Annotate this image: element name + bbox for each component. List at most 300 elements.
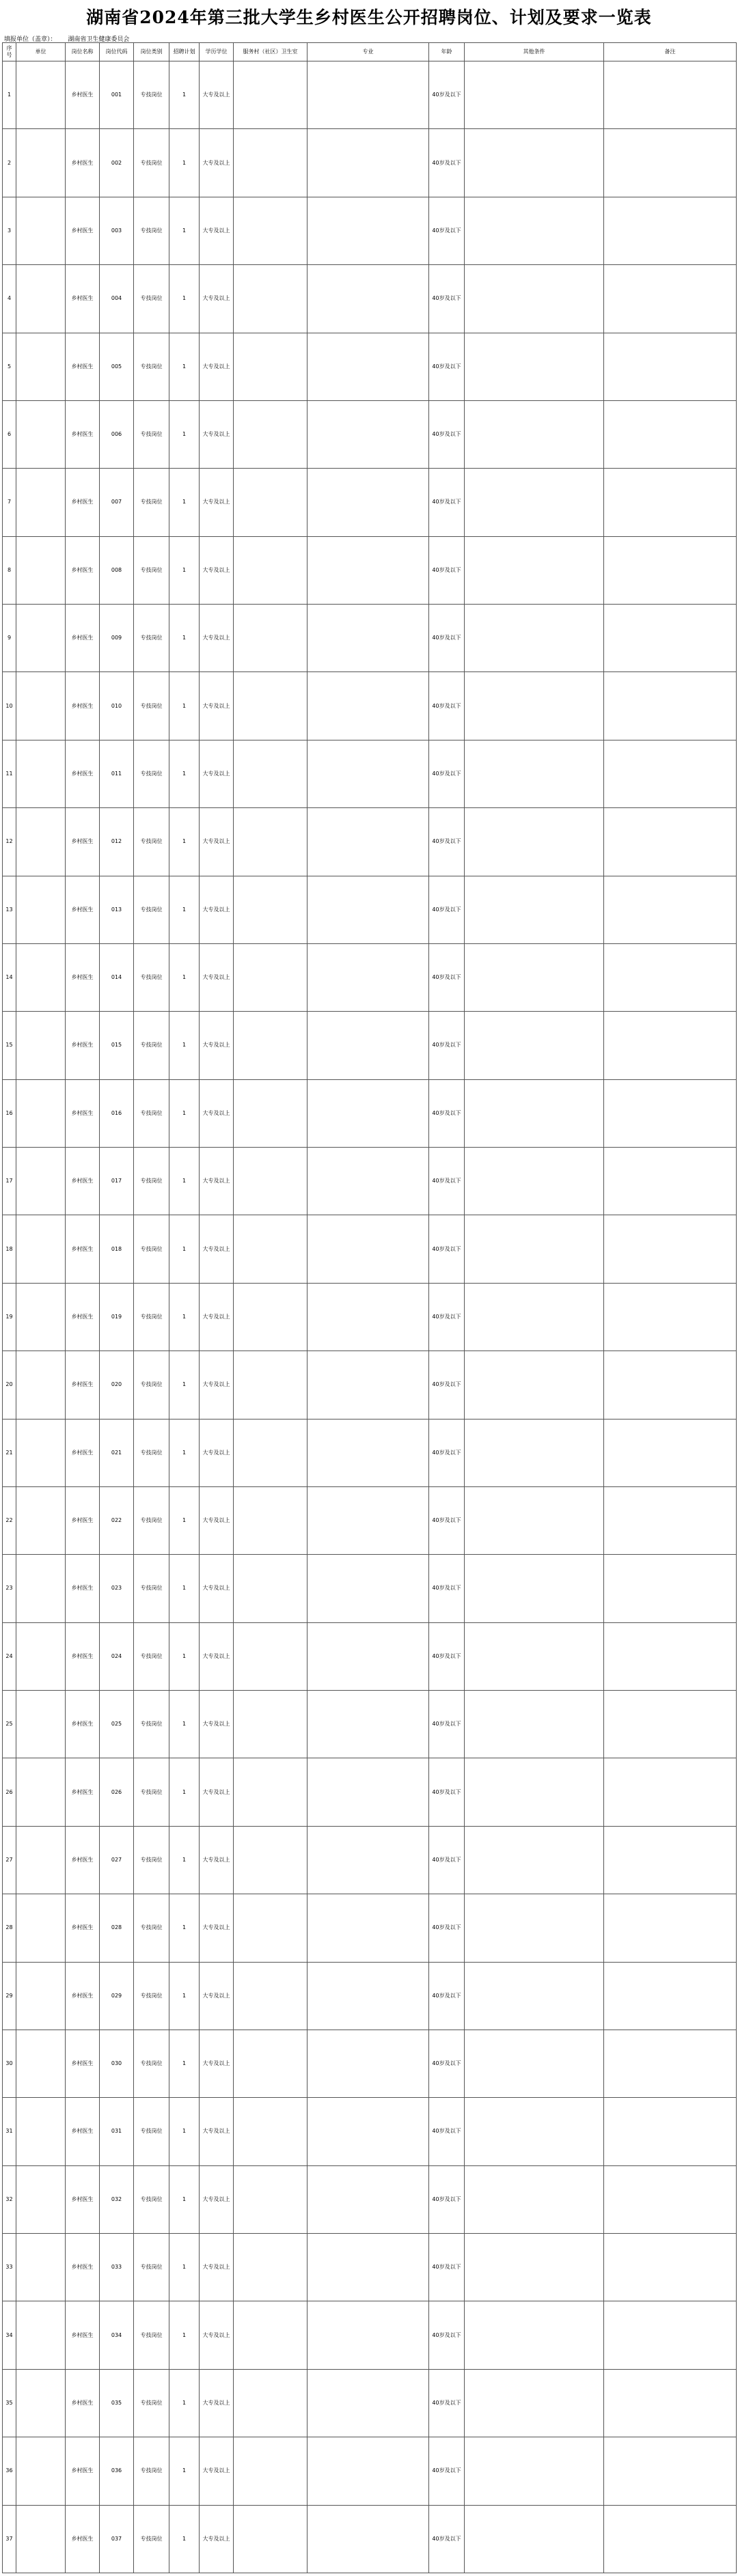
table-header-row	[3, 43, 737, 61]
cell-unit	[16, 333, 66, 400]
cell-unit	[16, 129, 66, 197]
cell-conditions	[465, 400, 604, 468]
cell-station	[234, 129, 308, 197]
cell-unit	[16, 1351, 66, 1419]
cell-education: 大专及以上	[200, 469, 234, 536]
cell-plan: 1	[169, 265, 200, 333]
cell-remarks	[604, 2165, 737, 2233]
cell-unit	[16, 2369, 66, 2437]
cell-seq: 19	[3, 1283, 16, 1351]
cell-post: 乡村医生	[66, 2030, 100, 2097]
cell-seq: 35	[3, 2369, 16, 2437]
cell-station	[234, 2098, 308, 2165]
cell-category: 专技岗位	[134, 1283, 169, 1351]
cell-category: 专技岗位	[134, 1691, 169, 1758]
cell-unit	[16, 536, 66, 604]
cell-code: 037	[100, 2505, 134, 2573]
cell-conditions	[465, 2098, 604, 2165]
cell-remarks	[604, 605, 737, 672]
cell-code: 015	[100, 1012, 134, 1079]
cell-age: 40岁及以下	[429, 672, 465, 740]
cell-category: 专技岗位	[134, 1419, 169, 1486]
cell-conditions	[465, 1826, 604, 1894]
cell-unit	[16, 1012, 66, 1079]
cell-plan: 1	[169, 333, 200, 400]
cell-code: 014	[100, 943, 134, 1011]
cell-unit	[16, 469, 66, 536]
cell-conditions	[465, 2437, 604, 2505]
cell-age: 40岁及以下	[429, 1555, 465, 1622]
cell-plan: 1	[169, 672, 200, 740]
cell-remarks	[604, 740, 737, 807]
cell-education: 大专及以上	[200, 1351, 234, 1419]
table-row	[3, 2165, 737, 2233]
cell-education: 大专及以上	[200, 2369, 234, 2437]
table-row	[3, 605, 737, 672]
cell-education: 大专及以上	[200, 1215, 234, 1283]
cell-remarks	[604, 1419, 737, 1486]
cell-conditions	[465, 1486, 604, 1554]
table-row	[3, 197, 737, 264]
cell-conditions	[465, 943, 604, 1011]
cell-category: 专技岗位	[134, 876, 169, 943]
cell-remarks	[604, 265, 737, 333]
cell-plan: 1	[169, 876, 200, 943]
cell-conditions	[465, 333, 604, 400]
cell-education: 大专及以上	[200, 1622, 234, 1690]
cell-education: 大专及以上	[200, 1283, 234, 1351]
table-row	[3, 2234, 737, 2301]
cell-conditions	[465, 2165, 604, 2233]
cell-education: 大专及以上	[200, 2505, 234, 2573]
cell-code: 028	[100, 1894, 134, 1962]
cell-post: 乡村医生	[66, 1486, 100, 1554]
cell-code: 001	[100, 61, 134, 129]
cell-age: 40岁及以下	[429, 740, 465, 807]
cell-education: 大专及以上	[200, 129, 234, 197]
table-row	[3, 2030, 737, 2097]
cell-post: 乡村医生	[66, 2234, 100, 2301]
cell-remarks	[604, 197, 737, 264]
cell-age: 40岁及以下	[429, 333, 465, 400]
cell-education: 大专及以上	[200, 740, 234, 807]
cell-code: 010	[100, 672, 134, 740]
cell-conditions	[465, 876, 604, 943]
cell-age: 40岁及以下	[429, 605, 465, 672]
cell-unit	[16, 1826, 66, 1894]
cell-category: 专技岗位	[134, 1826, 169, 1894]
cell-remarks	[604, 1962, 737, 2030]
cell-post: 乡村医生	[66, 740, 100, 807]
cell-plan: 1	[169, 1758, 200, 1826]
cell-age: 40岁及以下	[429, 1079, 465, 1147]
cell-major	[308, 1622, 429, 1690]
cell-post: 乡村医生	[66, 1351, 100, 1419]
cell-code: 019	[100, 1283, 134, 1351]
cell-seq: 11	[3, 740, 16, 807]
cell-station	[234, 1622, 308, 1690]
cell-education: 大专及以上	[200, 197, 234, 264]
cell-code: 009	[100, 605, 134, 672]
cell-major	[308, 333, 429, 400]
cell-age: 40岁及以下	[429, 1486, 465, 1554]
cell-plan: 1	[169, 1079, 200, 1147]
cell-code: 034	[100, 2301, 134, 2369]
cell-conditions	[465, 1758, 604, 1826]
cell-seq: 1	[3, 61, 16, 129]
cell-education: 大专及以上	[200, 536, 234, 604]
cell-seq: 21	[3, 1419, 16, 1486]
cell-station	[234, 1079, 308, 1147]
cell-unit	[16, 1215, 66, 1283]
cell-plan: 1	[169, 1012, 200, 1079]
cell-conditions	[465, 2301, 604, 2369]
table-row	[3, 333, 737, 400]
cell-remarks	[604, 129, 737, 197]
cell-unit	[16, 61, 66, 129]
cell-remarks	[604, 2437, 737, 2505]
cell-station	[234, 2505, 308, 2573]
cell-unit	[16, 2098, 66, 2165]
table-row	[3, 1962, 737, 2030]
cell-plan: 1	[169, 1486, 200, 1554]
cell-major	[308, 2030, 429, 2097]
cell-conditions	[465, 2030, 604, 2097]
cell-seq: 33	[3, 2234, 16, 2301]
cell-plan: 1	[169, 1351, 200, 1419]
cell-age: 40岁及以下	[429, 808, 465, 876]
cell-age: 40岁及以下	[429, 2165, 465, 2233]
cell-conditions	[465, 1215, 604, 1283]
col-header: 岗位代码	[100, 43, 134, 61]
table-row	[3, 1419, 737, 1486]
cell-major	[308, 2301, 429, 2369]
cell-conditions	[465, 1148, 604, 1215]
cell-station	[234, 1758, 308, 1826]
cell-conditions	[465, 672, 604, 740]
cell-station	[234, 1419, 308, 1486]
cell-post: 乡村医生	[66, 2301, 100, 2369]
cell-seq: 8	[3, 536, 16, 604]
cell-remarks	[604, 1894, 737, 1962]
cell-conditions	[465, 1555, 604, 1622]
cell-plan: 1	[169, 1283, 200, 1351]
cell-post: 乡村医生	[66, 1758, 100, 1826]
cell-plan: 1	[169, 1894, 200, 1962]
cell-seq: 22	[3, 1486, 16, 1554]
cell-conditions	[465, 536, 604, 604]
cell-major	[308, 1486, 429, 1554]
cell-age: 40岁及以下	[429, 536, 465, 604]
cell-education: 大专及以上	[200, 2437, 234, 2505]
cell-unit	[16, 672, 66, 740]
cell-plan: 1	[169, 197, 200, 264]
cell-major	[308, 1351, 429, 1419]
table-row	[3, 469, 737, 536]
cell-age: 40岁及以下	[429, 2369, 465, 2437]
cell-remarks	[604, 469, 737, 536]
cell-unit	[16, 2505, 66, 2573]
col-header: 招聘计划	[169, 43, 200, 61]
table-row	[3, 672, 737, 740]
cell-major	[308, 740, 429, 807]
cell-major	[308, 1283, 429, 1351]
cell-conditions	[465, 1012, 604, 1079]
table-row	[3, 943, 737, 1011]
cell-education: 大专及以上	[200, 1691, 234, 1758]
cell-code: 012	[100, 808, 134, 876]
cell-conditions	[465, 1419, 604, 1486]
cell-post: 乡村医生	[66, 2098, 100, 2165]
cell-unit	[16, 197, 66, 264]
cell-category: 专技岗位	[134, 740, 169, 807]
cell-station	[234, 740, 308, 807]
cell-unit	[16, 605, 66, 672]
cell-seq: 25	[3, 1691, 16, 1758]
cell-unit	[16, 943, 66, 1011]
cell-category: 专技岗位	[134, 2437, 169, 2505]
table-row	[3, 1486, 737, 1554]
table-row	[3, 1691, 737, 1758]
cell-education: 大专及以上	[200, 605, 234, 672]
cell-category: 专技岗位	[134, 1012, 169, 1079]
cell-remarks	[604, 1758, 737, 1826]
cell-code: 011	[100, 740, 134, 807]
cell-code: 003	[100, 197, 134, 264]
cell-station	[234, 876, 308, 943]
cell-category: 专技岗位	[134, 400, 169, 468]
cell-age: 40岁及以下	[429, 1215, 465, 1283]
cell-post: 乡村医生	[66, 536, 100, 604]
cell-age: 40岁及以下	[429, 265, 465, 333]
cell-major	[308, 808, 429, 876]
cell-post: 乡村医生	[66, 265, 100, 333]
cell-age: 40岁及以下	[429, 1148, 465, 1215]
cell-education: 大专及以上	[200, 876, 234, 943]
cell-conditions	[465, 129, 604, 197]
cell-unit	[16, 1894, 66, 1962]
cell-unit	[16, 2165, 66, 2233]
cell-station	[234, 1826, 308, 1894]
cell-station	[234, 1962, 308, 2030]
cell-conditions	[465, 808, 604, 876]
cell-unit	[16, 400, 66, 468]
cell-category: 专技岗位	[134, 61, 169, 129]
cell-code: 035	[100, 2369, 134, 2437]
cell-plan: 1	[169, 61, 200, 129]
cell-remarks	[604, 1012, 737, 1079]
cell-education: 大专及以上	[200, 61, 234, 129]
cell-code: 006	[100, 400, 134, 468]
cell-seq: 16	[3, 1079, 16, 1147]
cell-education: 大专及以上	[200, 1894, 234, 1962]
cell-code: 025	[100, 1691, 134, 1758]
cell-education: 大专及以上	[200, 2030, 234, 2097]
cell-station	[234, 2369, 308, 2437]
cell-education: 大专及以上	[200, 2301, 234, 2369]
cell-age: 40岁及以下	[429, 2098, 465, 2165]
cell-seq: 29	[3, 1962, 16, 2030]
table-row	[3, 1079, 737, 1147]
cell-education: 大专及以上	[200, 808, 234, 876]
cell-category: 专技岗位	[134, 943, 169, 1011]
cell-station	[234, 1691, 308, 1758]
cell-age: 40岁及以下	[429, 2505, 465, 2573]
cell-category: 专技岗位	[134, 605, 169, 672]
cell-remarks	[604, 1283, 737, 1351]
cell-category: 专技岗位	[134, 1351, 169, 1419]
cell-code: 029	[100, 1962, 134, 2030]
cell-post: 乡村医生	[66, 1419, 100, 1486]
cell-remarks	[604, 1555, 737, 1622]
cell-major	[308, 1894, 429, 1962]
cell-plan: 1	[169, 808, 200, 876]
cell-station	[234, 672, 308, 740]
col-header: 岗位类别	[134, 43, 169, 61]
cell-seq: 18	[3, 1215, 16, 1283]
cell-remarks	[604, 808, 737, 876]
cell-post: 乡村医生	[66, 1148, 100, 1215]
cell-post: 乡村医生	[66, 2505, 100, 2573]
cell-major	[308, 2437, 429, 2505]
cell-remarks	[604, 2369, 737, 2437]
cell-post: 乡村医生	[66, 943, 100, 1011]
table-row	[3, 265, 737, 333]
table-row	[3, 2301, 737, 2369]
cell-category: 专技岗位	[134, 808, 169, 876]
cell-station	[234, 2301, 308, 2369]
cell-category: 专技岗位	[134, 2098, 169, 2165]
cell-remarks	[604, 1622, 737, 1690]
cell-education: 大专及以上	[200, 1486, 234, 1554]
table-body	[3, 61, 737, 2573]
cell-code: 026	[100, 1758, 134, 1826]
cell-seq: 13	[3, 876, 16, 943]
cell-remarks	[604, 943, 737, 1011]
cell-post: 乡村医生	[66, 876, 100, 943]
cell-education: 大专及以上	[200, 2234, 234, 2301]
cell-conditions	[465, 197, 604, 264]
cell-conditions	[465, 1079, 604, 1147]
cell-major	[308, 2505, 429, 2573]
cell-station	[234, 469, 308, 536]
table-row	[3, 1148, 737, 1215]
cell-post: 乡村医生	[66, 605, 100, 672]
cell-major	[308, 1826, 429, 1894]
cell-seq: 10	[3, 672, 16, 740]
cell-major	[308, 400, 429, 468]
cell-plan: 1	[169, 2301, 200, 2369]
cell-category: 专技岗位	[134, 536, 169, 604]
cell-age: 40岁及以下	[429, 1962, 465, 2030]
cell-conditions	[465, 265, 604, 333]
cell-plan: 1	[169, 1419, 200, 1486]
cell-station	[234, 2437, 308, 2505]
cell-category: 专技岗位	[134, 333, 169, 400]
cell-category: 专技岗位	[134, 1555, 169, 1622]
cell-unit	[16, 876, 66, 943]
cell-education: 大专及以上	[200, 265, 234, 333]
col-header: 专业	[308, 43, 429, 61]
cell-age: 40岁及以下	[429, 1826, 465, 1894]
cell-plan: 1	[169, 605, 200, 672]
cell-age: 40岁及以下	[429, 2301, 465, 2369]
cell-code: 017	[100, 1148, 134, 1215]
cell-plan: 1	[169, 400, 200, 468]
cell-post: 乡村医生	[66, 2369, 100, 2437]
cell-unit	[16, 1283, 66, 1351]
cell-seq: 30	[3, 2030, 16, 2097]
cell-seq: 14	[3, 943, 16, 1011]
unit-label: 填报单位（盖章）：	[4, 36, 57, 43]
cell-category: 专技岗位	[134, 2234, 169, 2301]
col-header: 学历学位	[200, 43, 234, 61]
cell-station	[234, 1894, 308, 1962]
cell-education: 大专及以上	[200, 1555, 234, 1622]
cell-conditions	[465, 740, 604, 807]
cell-major	[308, 197, 429, 264]
cell-conditions	[465, 1283, 604, 1351]
cell-unit	[16, 1555, 66, 1622]
cell-seq: 2	[3, 129, 16, 197]
cell-code: 005	[100, 333, 134, 400]
cell-education: 大专及以上	[200, 943, 234, 1011]
cell-unit	[16, 2234, 66, 2301]
cell-code: 030	[100, 2030, 134, 2097]
cell-age: 40岁及以下	[429, 2234, 465, 2301]
cell-major	[308, 943, 429, 1011]
cell-post: 乡村医生	[66, 61, 100, 129]
cell-major	[308, 61, 429, 129]
cell-plan: 1	[169, 1555, 200, 1622]
cell-conditions	[465, 469, 604, 536]
cell-station	[234, 265, 308, 333]
cell-major	[308, 536, 429, 604]
cell-seq: 23	[3, 1555, 16, 1622]
table-row	[3, 876, 737, 943]
cell-unit	[16, 1079, 66, 1147]
cell-plan: 1	[169, 1148, 200, 1215]
cell-station	[234, 2234, 308, 2301]
table-row	[3, 2369, 737, 2437]
cell-station	[234, 333, 308, 400]
cell-remarks	[604, 2505, 737, 2573]
table-row	[3, 536, 737, 604]
cell-category: 专技岗位	[134, 2369, 169, 2437]
cell-post: 乡村医生	[66, 2165, 100, 2233]
cell-seq: 3	[3, 197, 16, 264]
cell-major	[308, 605, 429, 672]
cell-major	[308, 1555, 429, 1622]
table-row	[3, 1283, 737, 1351]
cell-unit	[16, 740, 66, 807]
document-title: 湖南省2024年第三批大学生乡村医生公开招聘岗位、计划及要求一览表	[86, 8, 652, 27]
cell-code: 036	[100, 2437, 134, 2505]
cell-category: 专技岗位	[134, 1962, 169, 2030]
cell-major	[308, 1758, 429, 1826]
cell-plan: 1	[169, 2234, 200, 2301]
table-row	[3, 1826, 737, 1894]
cell-station	[234, 1486, 308, 1554]
cell-plan: 1	[169, 2505, 200, 2573]
cell-post: 乡村医生	[66, 2437, 100, 2505]
cell-unit	[16, 1758, 66, 1826]
cell-plan: 1	[169, 536, 200, 604]
table-row	[3, 2098, 737, 2165]
cell-age: 40岁及以下	[429, 197, 465, 264]
cell-conditions	[465, 1351, 604, 1419]
cell-major	[308, 2165, 429, 2233]
